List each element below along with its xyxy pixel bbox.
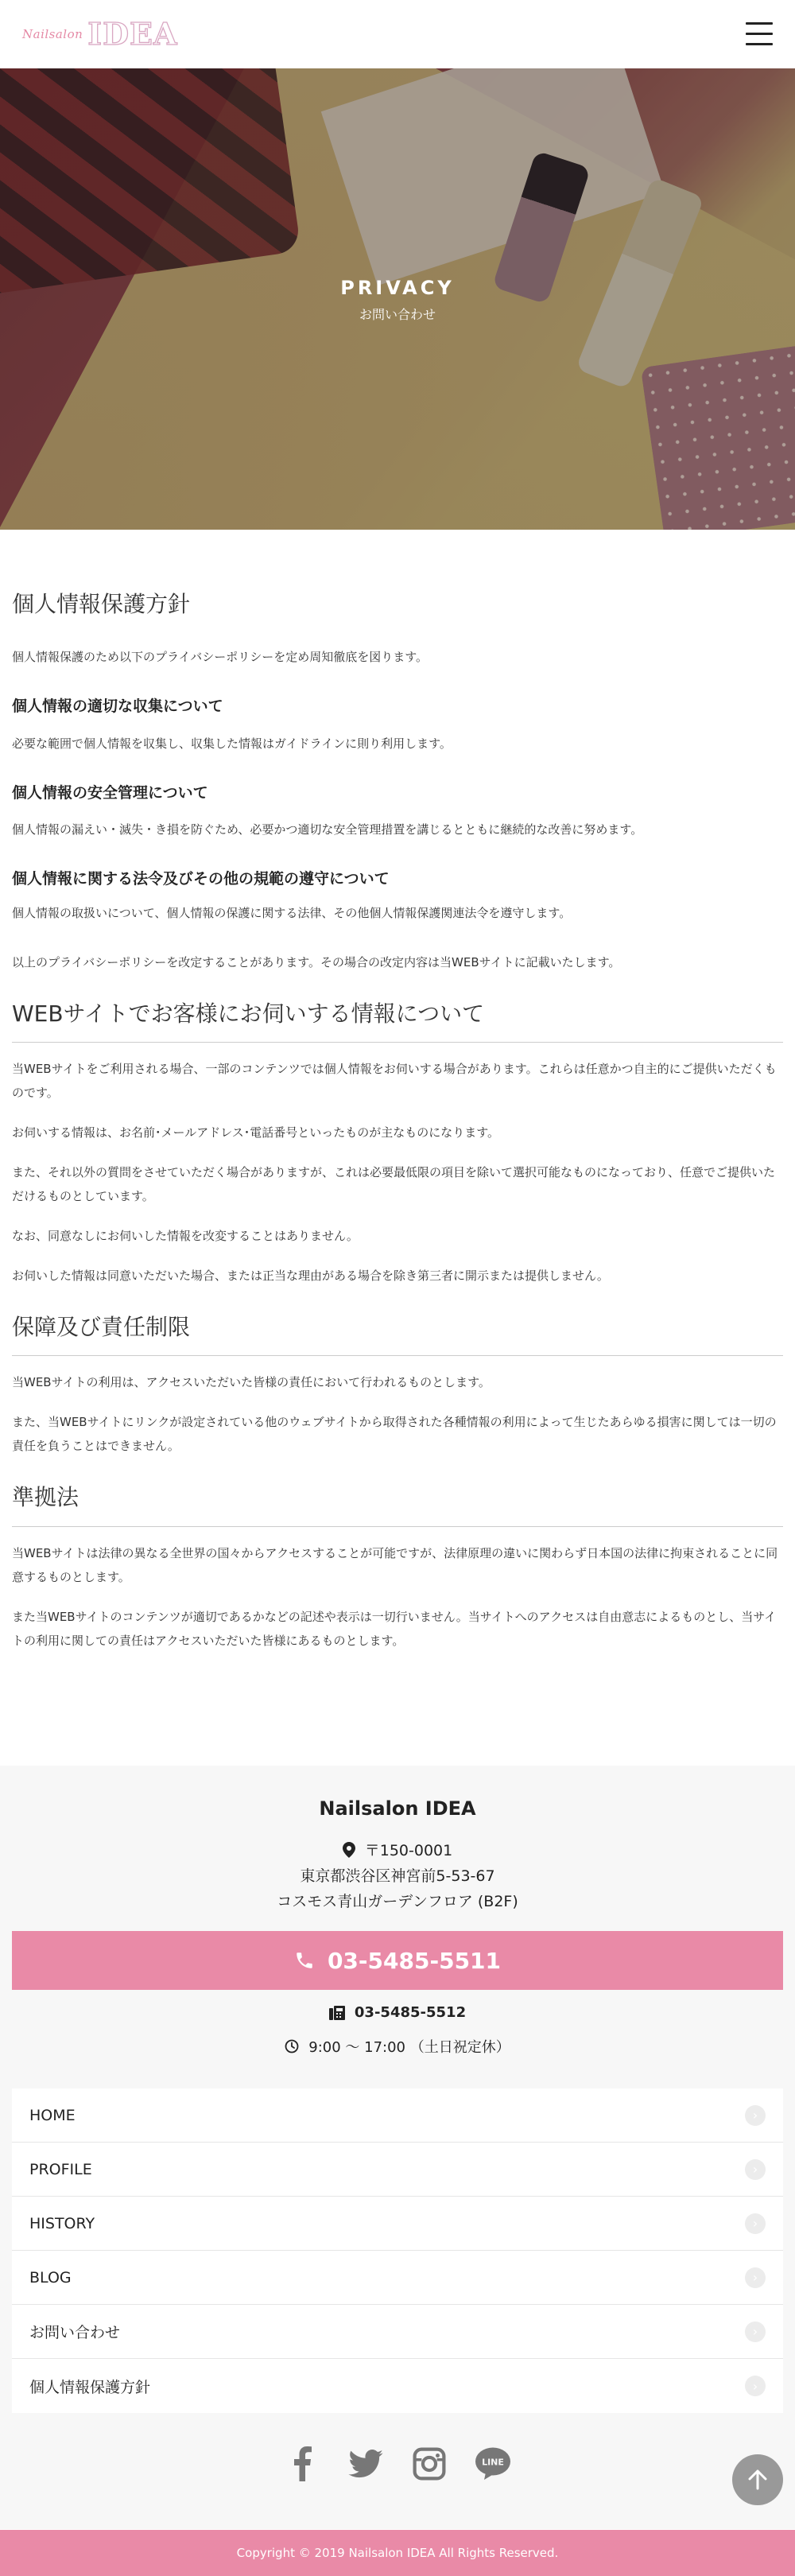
governing-law-heading: 準拠法 — [12, 1482, 783, 1526]
arrow-up-icon — [748, 2469, 767, 2490]
footer-menu-item-contact[interactable] — [12, 2305, 783, 2359]
web-info-paragraph: なお、同意なしにお伺いした情報を改変することはありません。 — [12, 1229, 359, 1244]
line-icon[interactable] — [475, 2446, 511, 2482]
footer-fax-row — [0, 2004, 795, 2021]
map-pin-icon — [343, 1842, 355, 1858]
instagram-icon[interactable] — [411, 2446, 448, 2482]
fax-icon — [329, 2006, 345, 2020]
hero-banner — [0, 68, 795, 530]
policy-section-text: 個人情報の漏えい・滅失・き損を防ぐため、必要かつ適切な安全管理措置を講じるとともに継続的な改善に努めます。 — [12, 822, 643, 837]
hamburger-icon-line — [746, 33, 773, 35]
chevron-right-icon: › — [745, 2267, 766, 2288]
footer-menu-label: 個人情報保護方針 — [29, 2378, 151, 2396]
footer-menu-label: PROFILE — [29, 2160, 92, 2178]
chevron-right-icon: › — [745, 2105, 766, 2126]
copyright-text: Copyright © 2019 Nailsalon IDEA All Rights Reserved. — [236, 2546, 559, 2560]
footer-menu-item-privacy[interactable] — [12, 2359, 783, 2413]
phone-call-button[interactable] — [12, 1931, 783, 1990]
web-info-paragraph: お伺いした情報は同意いただいた場合、または正当な理由がある場合を除き第三者に開示または提供しません。 — [12, 1269, 609, 1284]
chevron-right-icon: › — [745, 2159, 766, 2180]
footer-menu-item-blog[interactable] — [12, 2251, 783, 2305]
footer-postal-code: 〒150-0001 — [364, 1842, 453, 1859]
hamburger-icon-line — [746, 22, 773, 25]
footer-menu-item-history[interactable] — [12, 2197, 783, 2251]
chevron-right-icon: › — [745, 2376, 766, 2396]
policy-heading: 個人情報保護方針 — [12, 591, 191, 617]
liability-heading: 保障及び責任制限 — [12, 1311, 783, 1356]
footer-salon-name: Nailsalon IDEA — [319, 1797, 476, 1820]
site-footer — [0, 1766, 795, 2529]
twitter-icon[interactable] — [347, 2446, 384, 2482]
liability-paragraph: 当WEBサイトの利用は、アクセスいただいた皆様の責任において行われるものとします。 — [12, 1375, 491, 1390]
policy-section-text: 個人情報の取扱いについて、個人情報の保護に関する法律、その他個人情報保護関連法令を遵守します。 — [12, 905, 572, 920]
footer-hours-row — [0, 2036, 795, 2057]
footer-menu-label: HOME — [29, 2106, 76, 2124]
governing-law-paragraph: また当WEBサイトのコンテンツが適切であるかなどの記述や表示は一切行いません。当サイトへのアクセスは自由意志によるものとし、当サイトの利用に関しての責任はアクセスいただいた皆様にあるものとします。 — [12, 1609, 777, 1648]
chevron-right-icon: › — [745, 2213, 766, 2234]
main-content — [12, 589, 783, 1653]
phone-icon — [294, 1950, 315, 1971]
footer-menu — [12, 2088, 783, 2413]
fax-number: 03-5485-5512 — [354, 2004, 467, 2021]
footer-menu-label: HISTORY — [29, 2214, 95, 2232]
social-links — [0, 2446, 795, 2482]
site-header — [0, 0, 795, 68]
web-info-heading: WEBサイトでお客様にお伺いする情報について — [12, 998, 783, 1043]
web-info-paragraph: お伺いする情報は、お名前･メールアドレス･電話番号といったものが主なものになります。 — [12, 1125, 500, 1140]
governing-law-paragraph: 当WEBサイトは法律の異なる全世界の国々からアクセスすることが可能ですが、法律原理の違いに関わらず日本国の法律に拘束されることに同意するものとします。 — [12, 1545, 778, 1584]
footer-menu-item-profile[interactable] — [12, 2143, 783, 2197]
facebook-icon[interactable] — [284, 2446, 320, 2482]
footer-menu-label: お問い合わせ — [29, 2324, 121, 2341]
footer-postal-row — [0, 1839, 795, 1860]
hero-title: PRIVACY — [340, 277, 455, 299]
footer-menu-label: BLOG — [29, 2268, 72, 2287]
policy-section-title: 個人情報の適切な収集について — [12, 697, 223, 716]
copyright-bar — [0, 2530, 795, 2576]
footer-address-line2: コスモス青山ガーデンフロア (B2F) — [277, 1893, 518, 1910]
clock-icon — [285, 2039, 299, 2053]
policy-section-title: 個人情報に関する法令及びその他の規範の遵守について — [12, 870, 390, 888]
hero-subtitle: お問い合わせ — [359, 307, 436, 322]
liability-paragraph: また、当WEBサイトにリンクが設定されている他のウェブサイトから取得された各種情報の利用によって生じたあらゆる損害に関しては一切の責任を負うことはできません。 — [12, 1415, 777, 1454]
web-info-paragraph: また、それ以外の質問をさせていただく場合がありますが、これは必要最低限の項目を除いて選択可能なものになっており、任意でご提供いただけるものとしています。 — [12, 1165, 776, 1204]
hamburger-icon-line — [746, 43, 773, 45]
policy-section-title: 個人情報の安全管理について — [12, 783, 208, 802]
logo-main-text: IDEA — [87, 16, 178, 52]
chevron-right-icon: › — [745, 2322, 766, 2342]
footer-menu-item-home[interactable] — [12, 2088, 783, 2143]
web-info-paragraph: 当WEBサイトをご利用される場合、一部のコンテンツでは個人情報をお伺いする場合があります。これらは任意かつ自主的にご提供いただくものです。 — [12, 1062, 777, 1101]
phone-number: 03-5485-5511 — [327, 1947, 502, 1974]
policy-intro: 個人情報保護のため以下のプライバシーポリシーを定め周知徹底を図ります。 — [12, 650, 429, 665]
policy-closing: 以上のプライバシーポリシーを改定することがあります。その場合の改定内容は当WEBサイトに記載いたします。 — [12, 954, 621, 969]
policy-section-text: 必要な範囲で個人情報を収集し、収集した情報はガイドラインに則り利用します。 — [12, 736, 452, 751]
site-logo[interactable] — [22, 14, 177, 54]
business-hours: 9:00 〜 17:00 （土日祝定休） — [308, 2039, 510, 2056]
footer-address-line1: 東京都渋谷区神宮前5-53-67 — [300, 1867, 495, 1885]
hero-overlay — [0, 68, 795, 530]
logo-script-text: Nailsalon — [22, 27, 83, 41]
hamburger-menu-button[interactable] — [746, 20, 773, 47]
svg-text:LINE: LINE — [482, 2457, 504, 2468]
scroll-to-top-button[interactable] — [732, 2454, 783, 2505]
